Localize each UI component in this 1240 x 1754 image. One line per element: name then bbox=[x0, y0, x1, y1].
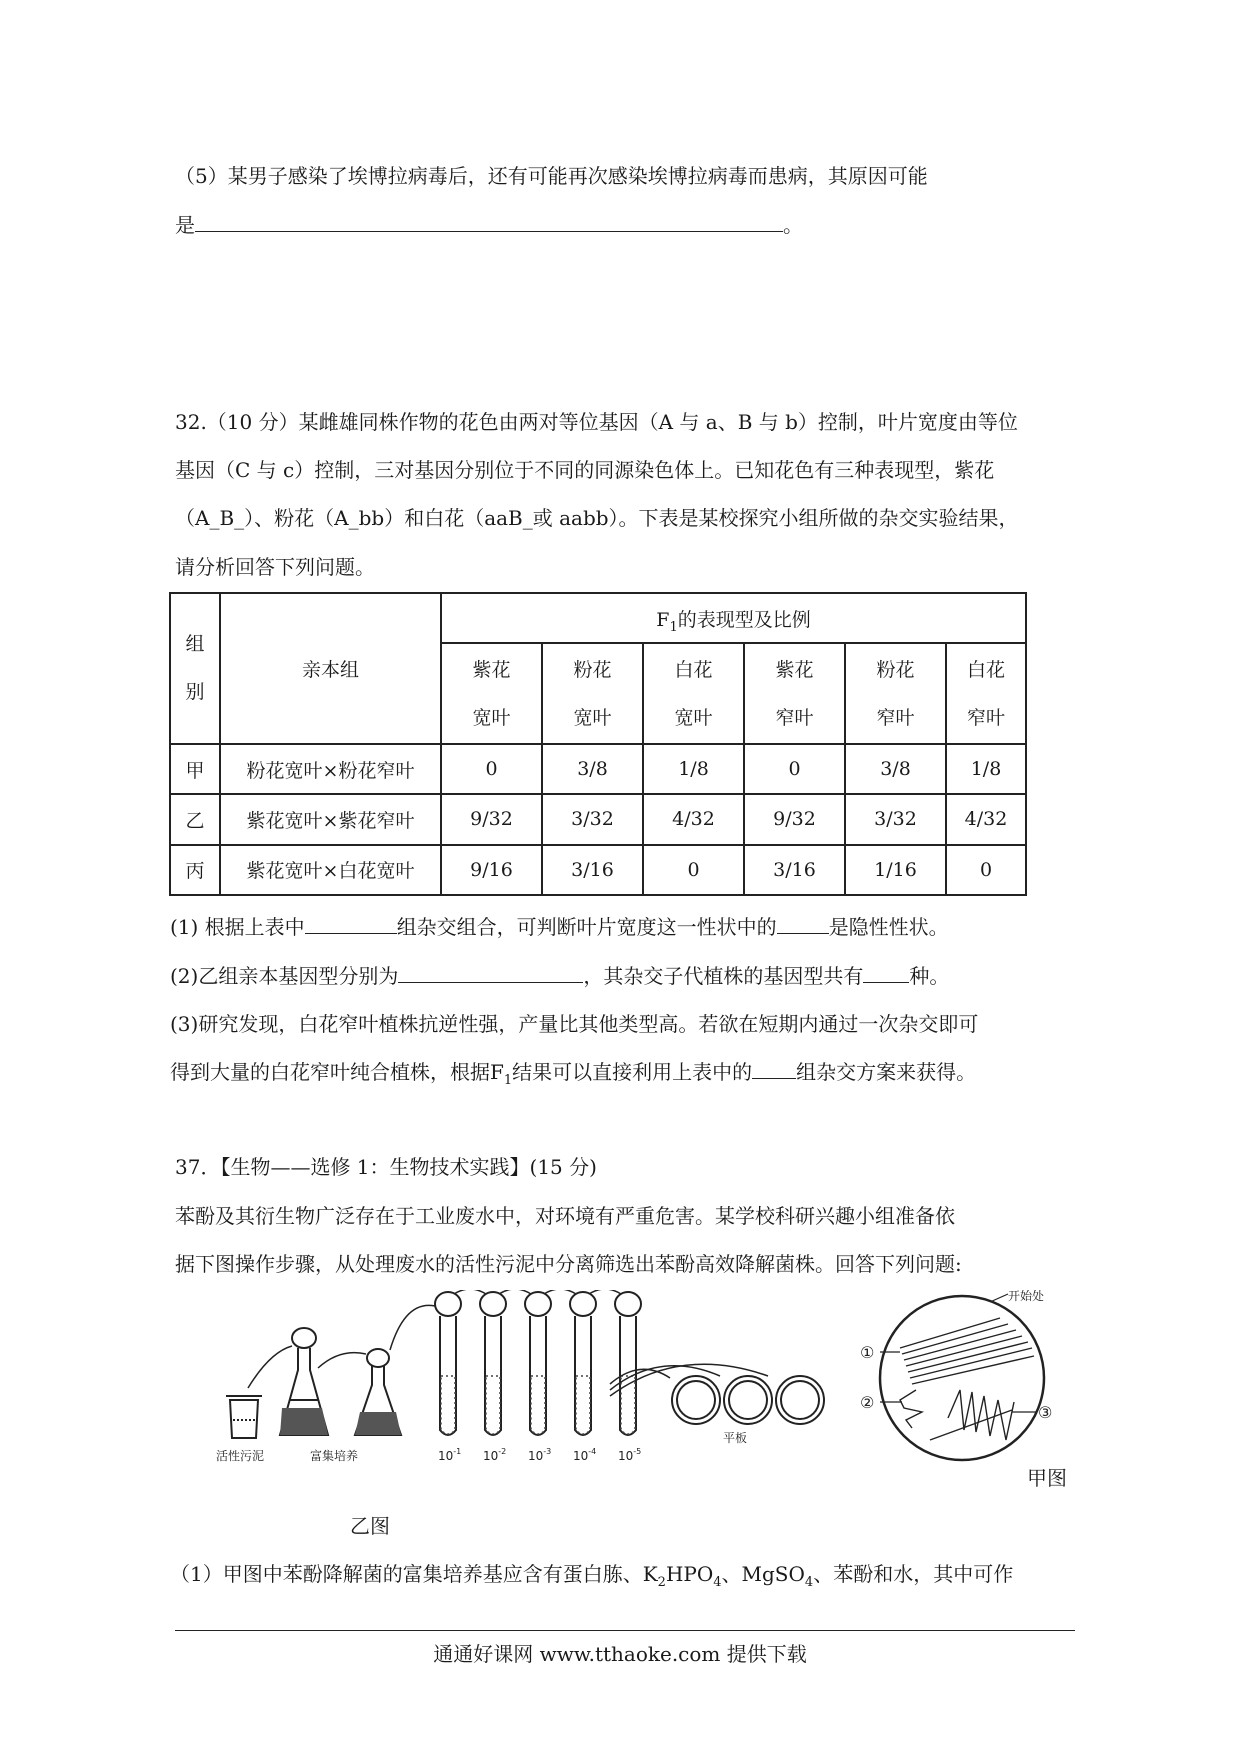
dilution-label: $10^{-5}$ bbox=[618, 1447, 642, 1463]
q32-line1: 32.（10 分）某雌雄同株作物的花色由两对等位基因（A 与 a、B 与 b）控制，叶片宽度由等位 bbox=[175, 410, 1018, 434]
plate-label: 平板 bbox=[723, 1431, 748, 1445]
header-group: 组 别 bbox=[170, 593, 220, 744]
table-row bbox=[170, 744, 1026, 794]
q32-sub1-blank-b[interactable] bbox=[777, 913, 829, 934]
ratio-cell: 9/32 bbox=[441, 794, 542, 844]
q32-sub3-line2: 得到大量的白花窄叶纯合植株，根据$F_1$结果可以直接利用上表中的 组杂交方案来获得。 bbox=[170, 1060, 977, 1088]
enrichment-label: 富集培养 bbox=[310, 1449, 359, 1463]
ratio-cell: 4/32 bbox=[643, 794, 744, 844]
ratio-cell: 0 bbox=[441, 744, 542, 794]
sludge-label: 活性污泥 bbox=[216, 1449, 265, 1463]
q32-sub2-blank-a[interactable] bbox=[398, 962, 583, 983]
ratio-cell: 4/32 bbox=[946, 794, 1026, 844]
q32-sub1: (1) 根据上表中 组杂交组合，可判断叶片宽度这一性状中的 是隐性性状。 bbox=[170, 915, 949, 939]
parents-cell: 紫花宽叶×白花宽叶 bbox=[220, 845, 441, 895]
streak-plate-icon bbox=[880, 1294, 1044, 1460]
phenotype-header: 紫花 窄叶 bbox=[744, 643, 845, 744]
ratio-cell: 9/32 bbox=[744, 794, 845, 844]
dilution-label: $10^{-2}$ bbox=[483, 1447, 507, 1463]
q37-line3: 据下图操作步骤，从处理废水的活性污泥中分离筛选出苯酚高效降解菌株。回答下列问题: bbox=[175, 1252, 962, 1276]
ratio-cell: 1/8 bbox=[643, 744, 744, 794]
phenotype-header: 紫花 宽叶 bbox=[441, 643, 542, 744]
dilution-label: $10^{-1}$ bbox=[438, 1447, 462, 1463]
header-parents: 亲本组 bbox=[220, 593, 441, 744]
q32-line3: （A_B_）、粉花（A_bb）和白花（aaB_或 aabb）。下表是某校探究小组所做的杂交实验结果， bbox=[175, 506, 1019, 530]
test-tube-icon bbox=[525, 1292, 551, 1435]
procedure-figure bbox=[200, 1290, 1060, 1470]
ratio-cell: 3/8 bbox=[542, 744, 643, 794]
q5-line2 bbox=[175, 211, 803, 239]
q32-line2: 基因（C 与 c）控制，三对基因分别位于不同的同源染色体上。已知花色有三种表现型，紫花 bbox=[175, 458, 995, 482]
test-tube-icon bbox=[570, 1292, 596, 1435]
parents-cell: 粉花宽叶×粉花窄叶 bbox=[220, 744, 441, 794]
arrow-icon bbox=[318, 1353, 366, 1368]
q5-prefix: 是 bbox=[175, 213, 195, 237]
dilution-label: $10^{-4}$ bbox=[573, 1447, 597, 1463]
q5-suffix: 。 bbox=[783, 213, 803, 237]
q32-sub3-line1: (3)研究发现，白花窄叶植株抗逆性强，产量比其他类型高。若欲在短期内通过一次杂交即可 bbox=[170, 1012, 979, 1036]
ratio-cell: 3/16 bbox=[744, 845, 845, 895]
ratio-cell: 3/8 bbox=[845, 744, 946, 794]
phenotype-header: 白花 窄叶 bbox=[946, 643, 1026, 744]
arrow-icon bbox=[248, 1346, 292, 1388]
ratio-cell: 3/32 bbox=[845, 794, 946, 844]
ratio-cell: 0 bbox=[643, 845, 744, 895]
ratio-cell: 3/16 bbox=[542, 845, 643, 895]
q5-answer-blank[interactable] bbox=[195, 211, 783, 232]
q5-line1: （5）某男子感染了埃博拉病毒后，还有可能再次感染埃博拉病毒而患病，其原因可能 bbox=[175, 164, 928, 188]
q32-sub2: (2)乙组亲本基因型分别为 ，其杂交子代植株的基因型共有 种。 bbox=[170, 964, 950, 988]
start-label: 开始处 bbox=[1008, 1290, 1045, 1303]
streak-mark-2: ② bbox=[860, 1393, 875, 1412]
test-tube-icon bbox=[480, 1292, 506, 1435]
ratio-cell: 1/16 bbox=[845, 845, 946, 895]
footer-text: 通通好课网 www.tthaoke.com 提供下载 bbox=[433, 1642, 807, 1666]
arrow-icon bbox=[544, 1290, 576, 1294]
streak-mark-3: ③ bbox=[1038, 1403, 1053, 1422]
phenotype-header: 粉花 宽叶 bbox=[542, 643, 643, 744]
arrow-icon bbox=[610, 1364, 768, 1396]
q37-line2: 苯酚及其衍生物广泛存在于工业废水中，对环境有严重危害。某学校科研兴趣小组准备依 bbox=[175, 1204, 955, 1228]
q32-sub1-blank-a[interactable] bbox=[305, 913, 397, 934]
dilution-tubes bbox=[435, 1290, 641, 1463]
ratio-cell: 1/8 bbox=[946, 744, 1026, 794]
arrow-icon bbox=[390, 1305, 435, 1350]
cross-results-table bbox=[169, 592, 1027, 896]
streak-mark-1: ① bbox=[860, 1343, 875, 1362]
q37-sub1: （1）甲图中苯酚降解菌的富集培养基应含有蛋白胨、$K_2HPO_4$、MgSO$_4$、苯酚和水，其中可作 bbox=[170, 1562, 1014, 1590]
arrow-icon bbox=[589, 1290, 621, 1294]
arrow-icon bbox=[499, 1290, 531, 1294]
q32-line4: 请分析回答下列问题。 bbox=[175, 555, 375, 579]
petri-plate-icon bbox=[672, 1376, 824, 1424]
phenotype-header: 白花 宽叶 bbox=[643, 643, 744, 744]
parents-cell: 紫花宽叶×紫花窄叶 bbox=[220, 794, 441, 844]
phenotype-header: 粉花 窄叶 bbox=[845, 643, 946, 744]
ratio-cell: 0 bbox=[744, 744, 845, 794]
dilution-label: $10^{-3}$ bbox=[528, 1447, 552, 1463]
caption-jia: 甲图 bbox=[1027, 1466, 1067, 1490]
ratio-cell: 9/16 bbox=[441, 845, 542, 895]
arrow-icon bbox=[454, 1290, 486, 1294]
footer-divider bbox=[175, 1630, 1075, 1631]
ratio-cell: 3/32 bbox=[542, 794, 643, 844]
flask-culture-fill bbox=[355, 1412, 401, 1435]
group-cell: 丙 bbox=[170, 845, 220, 895]
test-tube-icon bbox=[615, 1292, 641, 1435]
table-row bbox=[170, 794, 1026, 844]
ratio-cell: 0 bbox=[946, 845, 1026, 895]
table-row bbox=[170, 845, 1026, 895]
flask-culture-fill bbox=[280, 1408, 328, 1435]
beaker-icon bbox=[226, 1396, 262, 1438]
caption-yi: 乙图 bbox=[350, 1514, 390, 1538]
group-cell: 甲 bbox=[170, 744, 220, 794]
q32-sub3-blank[interactable] bbox=[752, 1058, 796, 1079]
test-tube-icon bbox=[435, 1292, 461, 1435]
q32-sub2-blank-b[interactable] bbox=[863, 962, 909, 983]
header-f1: $F_1$的表现型及比例 bbox=[441, 593, 1026, 643]
group-cell: 乙 bbox=[170, 794, 220, 844]
q37-line1: 37．【生物——选修 1：生物技术实践】(15 分) bbox=[175, 1155, 597, 1179]
